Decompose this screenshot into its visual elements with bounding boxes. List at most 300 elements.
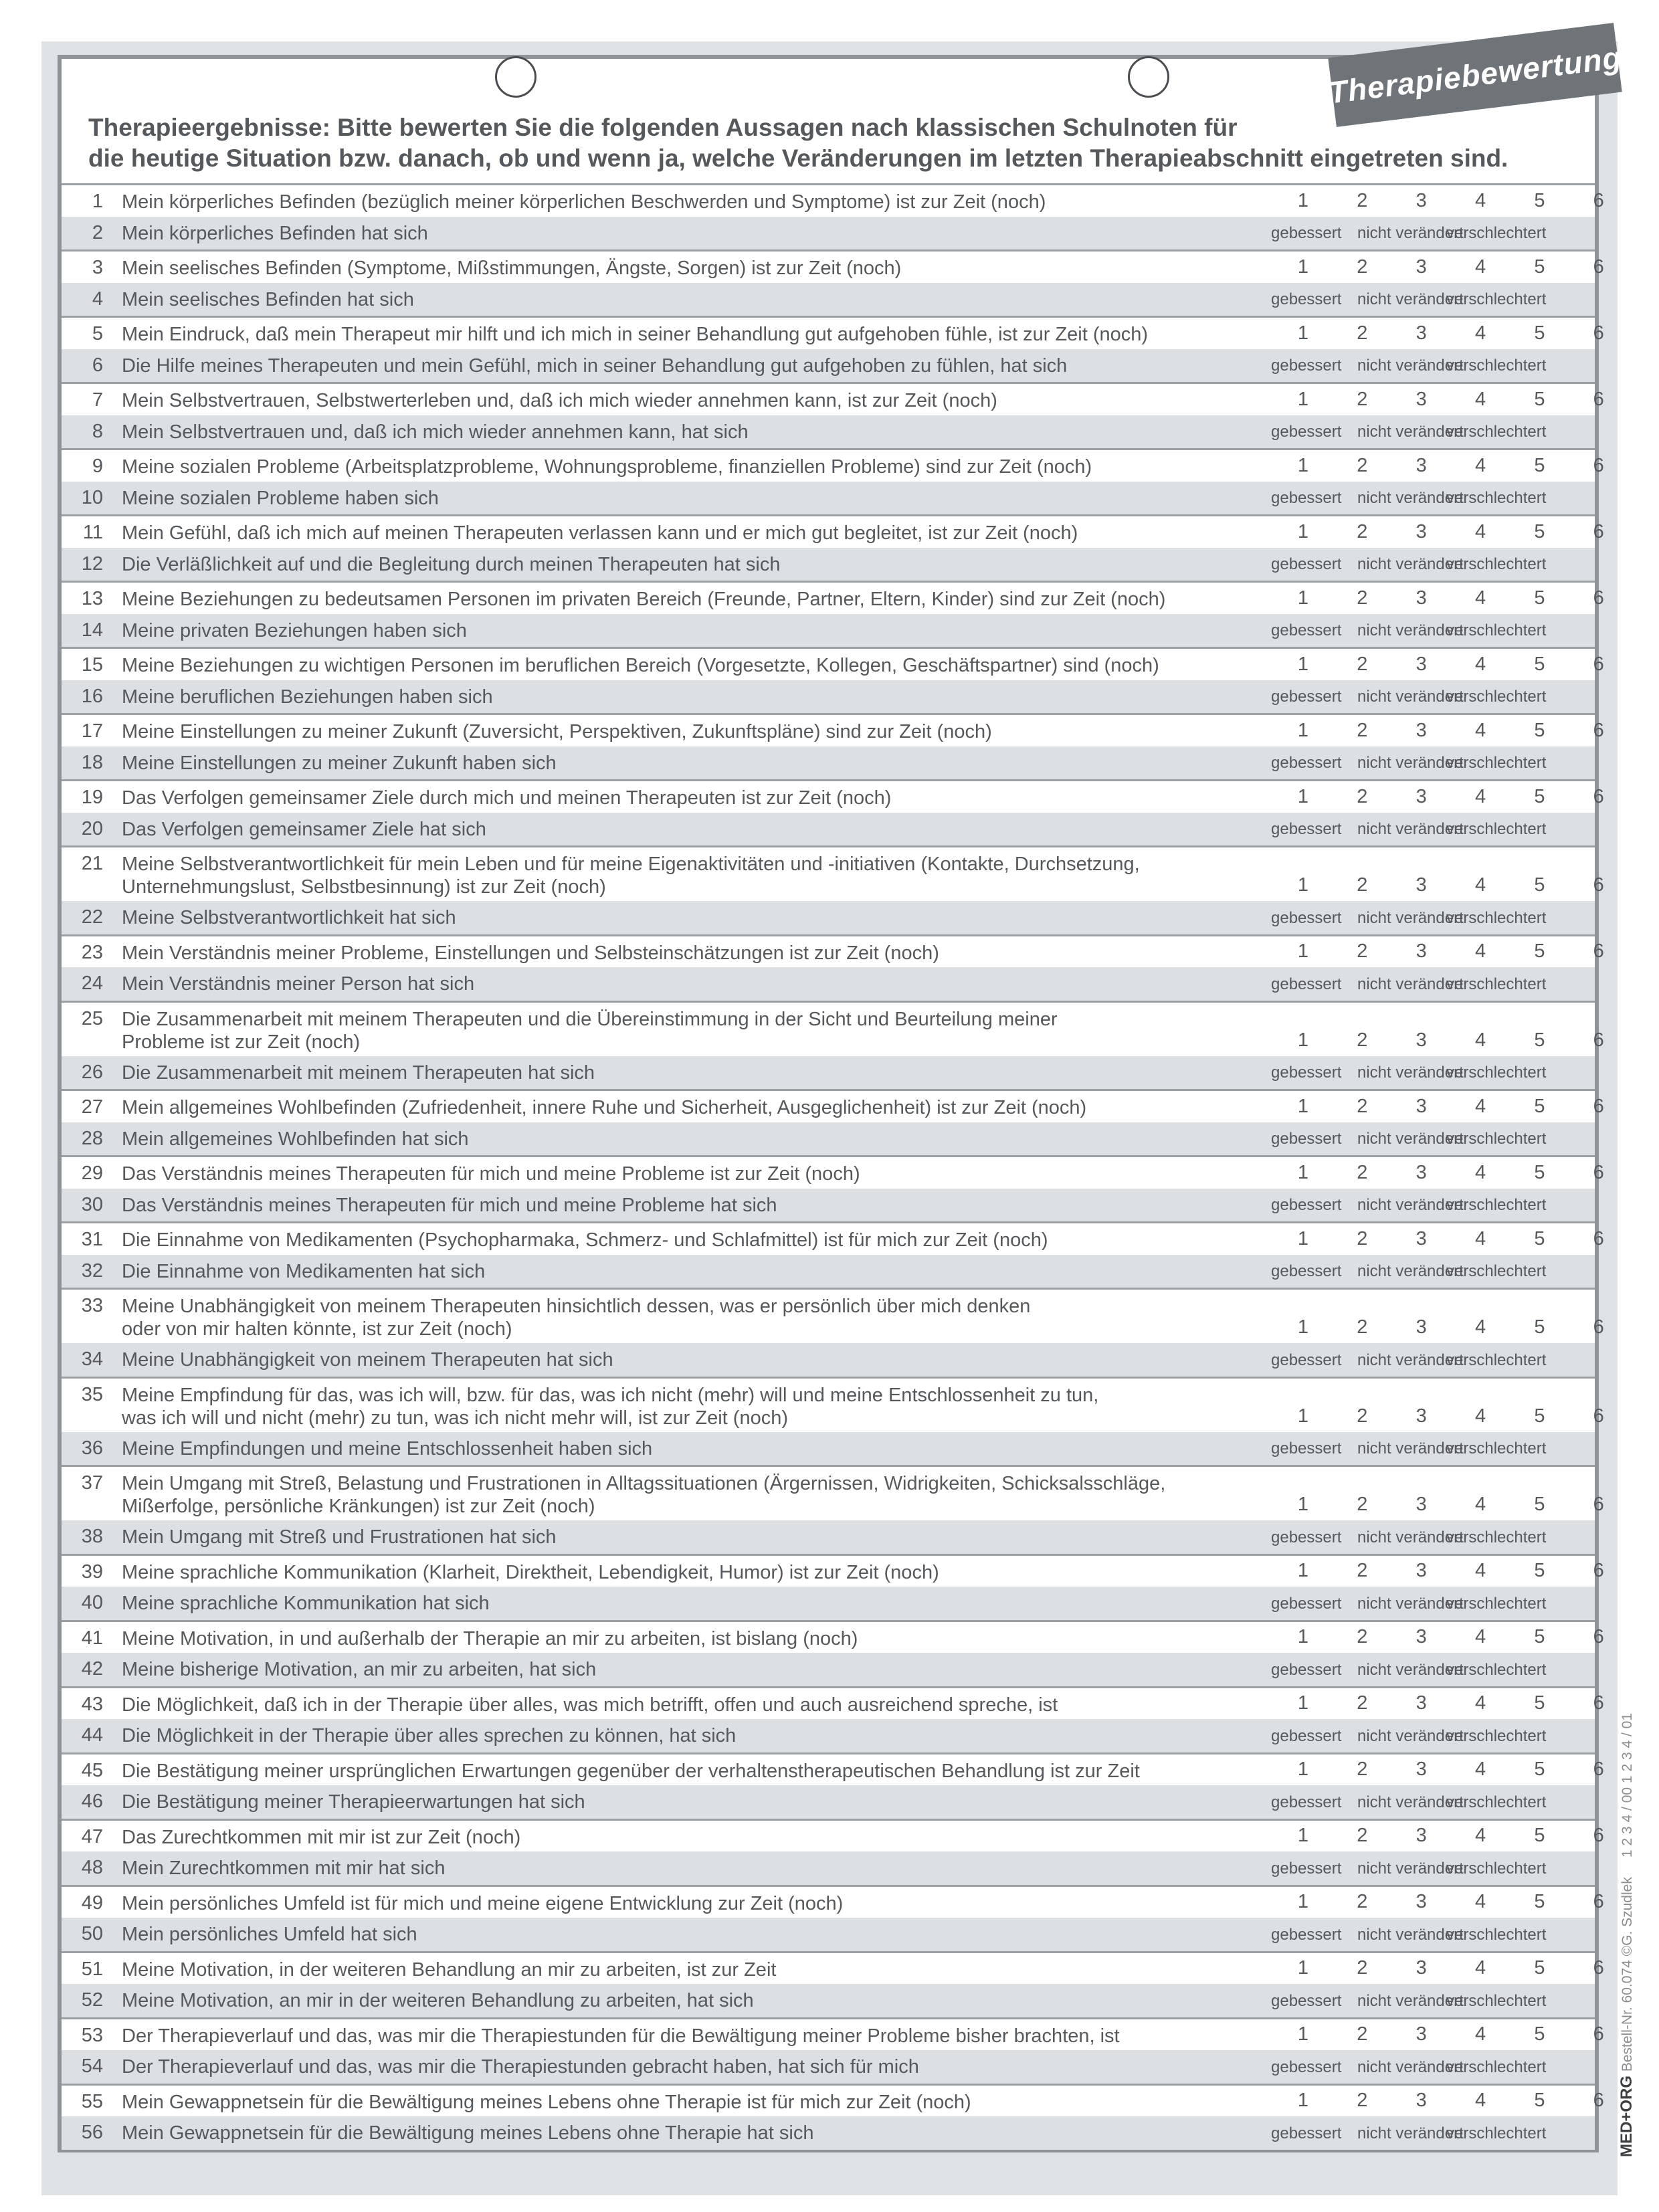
item-number: 26	[81, 1061, 103, 1083]
change-option[interactable]: nicht verändert	[1357, 1925, 1464, 1944]
grade-scale	[1283, 785, 1604, 809]
change-option[interactable]: gebessert	[1271, 555, 1342, 573]
grade-option[interactable]: 6	[1593, 2090, 1604, 2111]
grade-option[interactable]: 1	[1297, 1560, 1309, 1581]
change-option[interactable]: gebessert	[1271, 908, 1342, 927]
grade-option[interactable]: 6	[1593, 719, 1604, 741]
grade-option[interactable]: 2	[1357, 1405, 1368, 1427]
grade-option[interactable]: 5	[1534, 322, 1545, 344]
item-statement	[122, 1384, 1272, 1429]
change-option[interactable]: gebessert	[1271, 1660, 1342, 1679]
grade-option[interactable]: 5	[1534, 2023, 1545, 2045]
grade-option[interactable]: 3	[1416, 1891, 1427, 1912]
grade-option[interactable]: 1	[1297, 256, 1309, 278]
grade-option[interactable]: 4	[1474, 653, 1486, 675]
grade-option[interactable]: 4	[1474, 322, 1486, 344]
change-option[interactable]: verschlechtert	[1446, 1350, 1547, 1369]
grade-option[interactable]: 1	[1297, 454, 1309, 476]
grade-option[interactable]: 1	[1297, 719, 1309, 741]
grade-option[interactable]: 5	[1534, 1494, 1545, 1515]
change-option[interactable]: gebessert	[1271, 1130, 1342, 1148]
grade-option[interactable]: 4	[1474, 1161, 1486, 1183]
grade-option[interactable]: 5	[1534, 1957, 1545, 1979]
grade-option[interactable]: 4	[1474, 1560, 1486, 1581]
change-option[interactable]: gebessert	[1271, 1793, 1342, 1811]
grade-option[interactable]: 2	[1357, 1560, 1368, 1581]
change-option[interactable]: verschlechtert	[1446, 224, 1547, 242]
grade-option[interactable]: 4	[1474, 189, 1486, 211]
grade-option[interactable]: 3	[1416, 2090, 1427, 2111]
grade-option[interactable]: 2	[1357, 874, 1368, 896]
change-option[interactable]: nicht verändert	[1357, 908, 1464, 927]
title-banner: Therapiebewertung	[1328, 23, 1622, 127]
grade-option[interactable]: 1	[1297, 2023, 1309, 2045]
grade-scale	[1283, 1692, 1604, 1715]
statement-line: Das Verfolgen gemeinsamer Ziele hat sich	[122, 818, 486, 840]
grade-option[interactable]: 2	[1357, 1161, 1368, 1183]
grade-option[interactable]: 1	[1297, 1957, 1309, 1979]
grade-option[interactable]: 3	[1416, 520, 1427, 542]
item-row	[62, 1752, 1604, 1786]
change-option[interactable]: verschlechtert	[1446, 1439, 1547, 1457]
grade-option[interactable]: 2	[1357, 1891, 1368, 1912]
change-option[interactable]: gebessert	[1271, 754, 1342, 772]
grade-option[interactable]: 5	[1534, 520, 1545, 542]
change-option[interactable]: nicht verändert	[1357, 1262, 1464, 1280]
grade-option[interactable]: 6	[1593, 1029, 1604, 1051]
grade-option[interactable]: 5	[1534, 874, 1545, 896]
statement-line: Meine sprachliche Kommunikation (Klarheit, Direktheit, Lebendigkeit, Humor) ist zur Zeit (noch)	[122, 1561, 939, 1583]
grade-option[interactable]: 1	[1297, 1029, 1309, 1051]
change-option[interactable]: gebessert	[1271, 357, 1342, 375]
grade-option[interactable]: 3	[1416, 1029, 1427, 1051]
grade-option[interactable]: 1	[1297, 1494, 1309, 1515]
grade-option[interactable]: 5	[1534, 719, 1545, 741]
change-option[interactable]: nicht verändert	[1357, 357, 1464, 375]
change-option[interactable]: gebessert	[1271, 290, 1342, 308]
grade-option[interactable]: 3	[1416, 874, 1427, 896]
change-option[interactable]: gebessert	[1271, 1925, 1342, 1944]
statement-line: Das Verständnis meines Therapeuten für mich und meine Probleme hat sich	[122, 1194, 777, 1216]
grade-option[interactable]: 3	[1416, 1758, 1427, 1780]
change-scale	[1271, 1858, 1591, 1881]
change-option[interactable]: verschlechtert	[1446, 1726, 1547, 1745]
grade-option[interactable]: 5	[1534, 653, 1545, 675]
grade-option[interactable]: 3	[1416, 719, 1427, 741]
change-option[interactable]: nicht verändert	[1357, 290, 1464, 308]
change-option[interactable]: nicht verändert	[1357, 224, 1464, 242]
grade-option[interactable]: 1	[1297, 1316, 1309, 1338]
grade-option[interactable]: 4	[1474, 940, 1486, 962]
change-option[interactable]: nicht verändert	[1357, 1130, 1464, 1148]
change-scale	[1271, 421, 1591, 444]
grade-option[interactable]: 5	[1534, 1405, 1545, 1427]
item-row	[62, 1719, 1595, 1752]
grade-option[interactable]: 4	[1474, 1227, 1486, 1249]
change-option[interactable]: verschlechtert	[1446, 2057, 1547, 2076]
grade-option[interactable]: 2	[1357, 1316, 1368, 1338]
item-statement	[122, 787, 1272, 809]
change-option[interactable]: nicht verändert	[1357, 423, 1464, 441]
change-option[interactable]: verschlechtert	[1446, 908, 1547, 927]
change-option[interactable]: gebessert	[1271, 1594, 1342, 1613]
grade-option[interactable]: 6	[1593, 454, 1604, 476]
grade-option[interactable]: 3	[1416, 785, 1427, 807]
change-option[interactable]: verschlechtert	[1446, 423, 1547, 441]
grade-option[interactable]: 2	[1357, 322, 1368, 344]
grade-option[interactable]: 2	[1357, 1692, 1368, 1714]
grade-option[interactable]: 1	[1297, 388, 1309, 410]
change-option[interactable]: verschlechtert	[1446, 1793, 1547, 1811]
grade-option[interactable]: 2	[1357, 587, 1368, 609]
grade-option[interactable]: 6	[1593, 322, 1604, 344]
change-option[interactable]: nicht verändert	[1357, 1660, 1464, 1679]
change-option[interactable]: verschlechtert	[1446, 975, 1547, 993]
item-number: 6	[92, 354, 103, 376]
grade-option[interactable]: 4	[1474, 587, 1486, 609]
grade-option[interactable]: 6	[1593, 1825, 1604, 1846]
grade-option[interactable]: 6	[1593, 520, 1604, 542]
grade-option[interactable]: 4	[1474, 1891, 1486, 1912]
grade-option[interactable]: 6	[1593, 653, 1604, 675]
grade-option[interactable]: 4	[1474, 874, 1486, 896]
grade-option[interactable]: 6	[1593, 2023, 1604, 2045]
change-option[interactable]: gebessert	[1271, 1350, 1342, 1369]
change-option[interactable]: gebessert	[1271, 621, 1342, 639]
change-option[interactable]: nicht verändert	[1357, 621, 1464, 639]
change-scale	[1271, 1438, 1591, 1461]
change-option[interactable]: nicht verändert	[1357, 2124, 1464, 2142]
change-option[interactable]: gebessert	[1271, 1528, 1342, 1546]
grade-option[interactable]: 1	[1297, 1626, 1309, 1647]
grade-option[interactable]: 2	[1357, 1227, 1368, 1249]
change-option[interactable]: verschlechtert	[1446, 688, 1547, 706]
grade-option[interactable]: 1	[1297, 520, 1309, 542]
grade-option[interactable]: 5	[1534, 785, 1545, 807]
grade-option[interactable]: 3	[1416, 653, 1427, 675]
grade-option[interactable]: 1	[1297, 1758, 1309, 1780]
grade-option[interactable]: 1	[1297, 189, 1309, 211]
change-scale	[1271, 355, 1591, 378]
grade-option[interactable]: 2	[1357, 653, 1368, 675]
grade-option[interactable]: 1	[1297, 1825, 1309, 1846]
grade-option[interactable]: 3	[1416, 1692, 1427, 1714]
items-table	[62, 183, 1604, 2150]
change-option[interactable]: gebessert	[1271, 423, 1342, 441]
statement-line-2: was ich will und nicht (mehr) zu tun, was ich nicht mehr will, ist zur Zeit (noch)	[122, 1407, 788, 1429]
grade-option[interactable]: 2	[1357, 1029, 1368, 1051]
change-option[interactable]: gebessert	[1271, 2124, 1342, 2142]
change-option[interactable]: verschlechtert	[1446, 621, 1547, 639]
grade-option[interactable]: 2	[1357, 454, 1368, 476]
grade-option[interactable]: 2	[1357, 785, 1368, 807]
grade-option[interactable]: 1	[1297, 785, 1309, 807]
grade-option[interactable]: 3	[1416, 2023, 1427, 2045]
grade-option[interactable]: 3	[1416, 587, 1427, 609]
item-number: 47	[81, 1825, 103, 1847]
grade-option[interactable]: 3	[1416, 454, 1427, 476]
grade-scale	[1283, 1227, 1604, 1251]
grade-option[interactable]: 6	[1593, 1316, 1604, 1338]
grade-option[interactable]: 6	[1593, 874, 1604, 896]
grade-option[interactable]: 4	[1474, 1758, 1486, 1780]
change-option[interactable]: verschlechtert	[1446, 754, 1547, 772]
grade-option[interactable]: 4	[1474, 520, 1486, 542]
item-row	[62, 2116, 1595, 2150]
change-option[interactable]: nicht verändert	[1357, 489, 1464, 507]
change-option[interactable]: nicht verändert	[1357, 688, 1464, 706]
punch-hole-left	[495, 56, 536, 98]
grade-option[interactable]: 4	[1474, 719, 1486, 741]
change-option[interactable]: nicht verändert	[1357, 1859, 1464, 1878]
grade-option[interactable]: 6	[1593, 1161, 1604, 1183]
grade-option[interactable]: 5	[1534, 1692, 1545, 1714]
grade-option[interactable]: 3	[1416, 322, 1427, 344]
change-scale	[1271, 620, 1591, 643]
change-option[interactable]: nicht verändert	[1357, 1594, 1464, 1613]
grade-option[interactable]: 3	[1416, 1825, 1427, 1846]
grade-option[interactable]: 4	[1474, 454, 1486, 476]
item-number: 49	[81, 1892, 103, 1914]
change-scale	[1271, 1593, 1591, 1616]
grade-option[interactable]: 5	[1534, 1161, 1545, 1183]
item-number: 40	[81, 1592, 103, 1613]
grade-option[interactable]: 4	[1474, 2023, 1486, 2045]
grade-option[interactable]: 4	[1474, 256, 1486, 278]
change-option[interactable]: verschlechtert	[1446, 1262, 1547, 1280]
grade-option[interactable]: 1	[1297, 653, 1309, 675]
item-number: 46	[81, 1791, 103, 1812]
grade-option[interactable]: 2	[1357, 189, 1368, 211]
change-option[interactable]: verschlechtert	[1446, 820, 1547, 838]
grade-option[interactable]: 5	[1534, 1316, 1545, 1338]
grade-option[interactable]: 1	[1297, 1692, 1309, 1714]
item-statement	[122, 1437, 1272, 1460]
item-number: 28	[81, 1127, 103, 1149]
grade-option[interactable]: 3	[1416, 1626, 1427, 1647]
grade-option[interactable]: 2	[1357, 2023, 1368, 2045]
grade-option[interactable]: 2	[1357, 256, 1368, 278]
change-option[interactable]: gebessert	[1271, 1064, 1342, 1082]
grade-option[interactable]: 2	[1357, 1825, 1368, 1846]
grade-option[interactable]: 4	[1474, 785, 1486, 807]
grade-option[interactable]: 3	[1416, 1316, 1427, 1338]
grade-option[interactable]: 5	[1534, 256, 1545, 278]
change-option[interactable]: nicht verändert	[1357, 1991, 1464, 2010]
grade-option[interactable]: 5	[1534, 1758, 1545, 1780]
change-option[interactable]: verschlechtert	[1446, 357, 1547, 375]
grade-option[interactable]: 6	[1593, 256, 1604, 278]
grade-option[interactable]: 5	[1534, 1227, 1545, 1249]
grade-option[interactable]: 2	[1357, 940, 1368, 962]
change-option[interactable]: gebessert	[1271, 224, 1342, 242]
change-option[interactable]: verschlechtert	[1446, 1660, 1547, 1679]
change-option[interactable]: nicht verändert	[1357, 1793, 1464, 1811]
grade-option[interactable]: 5	[1534, 454, 1545, 476]
change-option[interactable]: verschlechtert	[1446, 1859, 1547, 1878]
grade-option[interactable]: 4	[1474, 1405, 1486, 1427]
change-option[interactable]: nicht verändert	[1357, 555, 1464, 573]
change-scale	[1271, 1062, 1591, 1085]
change-option[interactable]: gebessert	[1271, 688, 1342, 706]
grade-option[interactable]: 6	[1593, 1957, 1604, 1979]
grade-option[interactable]: 2	[1357, 1095, 1368, 1117]
grade-option[interactable]: 3	[1416, 189, 1427, 211]
grade-option[interactable]: 1	[1297, 1405, 1309, 1427]
grade-option[interactable]: 1	[1297, 940, 1309, 962]
change-option[interactable]: nicht verändert	[1357, 1196, 1464, 1214]
change-option[interactable]: gebessert	[1271, 1262, 1342, 1280]
grade-option[interactable]: 4	[1474, 1626, 1486, 1647]
grade-option[interactable]: 5	[1534, 1825, 1545, 1846]
grade-option[interactable]: 3	[1416, 1957, 1427, 1979]
change-option[interactable]: verschlechtert	[1446, 1196, 1547, 1214]
item-statement	[122, 553, 1272, 576]
change-option[interactable]: nicht verändert	[1357, 1439, 1464, 1457]
grade-option[interactable]: 1	[1297, 587, 1309, 609]
instructions-heading	[88, 112, 1527, 174]
grade-option[interactable]: 2	[1357, 2090, 1368, 2111]
grade-option[interactable]: 1	[1297, 874, 1309, 896]
change-option[interactable]: verschlechtert	[1446, 1594, 1547, 1613]
change-option[interactable]: verschlechtert	[1446, 555, 1547, 573]
grade-option[interactable]: 5	[1534, 2090, 1545, 2111]
grade-option[interactable]: 6	[1593, 388, 1604, 410]
grade-option[interactable]: 2	[1357, 388, 1368, 410]
grade-option[interactable]: 6	[1593, 1095, 1604, 1117]
grade-option[interactable]: 4	[1474, 388, 1486, 410]
grade-option[interactable]: 5	[1534, 1095, 1545, 1117]
grade-option[interactable]: 6	[1593, 587, 1604, 609]
item-number: 42	[81, 1658, 103, 1680]
grade-option[interactable]: 1	[1297, 2090, 1309, 2111]
grade-option[interactable]: 2	[1357, 1626, 1368, 1647]
grade-option[interactable]: 3	[1416, 1560, 1427, 1581]
change-option[interactable]: verschlechtert	[1446, 1925, 1547, 1944]
grade-option[interactable]: 4	[1474, 1316, 1486, 1338]
change-option[interactable]: verschlechtert	[1446, 290, 1547, 308]
item-row	[62, 183, 1604, 217]
change-option[interactable]: nicht verändert	[1357, 820, 1464, 838]
grade-option[interactable]: 5	[1534, 1626, 1545, 1647]
grade-option[interactable]: 4	[1474, 1029, 1486, 1051]
item-row	[62, 845, 1604, 901]
statement-line: Mein Eindruck, daß mein Therapeut mir hilft und ich mich in seiner Behandlung gut aufgehoben fühle, ist zur Zeit (noch)	[122, 324, 1149, 345]
change-option[interactable]: gebessert	[1271, 2057, 1342, 2076]
item-statement	[122, 222, 1272, 245]
grade-option[interactable]: 5	[1534, 587, 1545, 609]
item-number: 29	[81, 1163, 103, 1184]
change-option[interactable]: nicht verändert	[1357, 1726, 1464, 1745]
statement-line: Die Hilfe meines Therapeuten und mein Gefühl, mich in seiner Behandlung gut aufgehoben zu fühlen, hat sich	[122, 355, 1068, 377]
grade-option[interactable]: 3	[1416, 940, 1427, 962]
change-option[interactable]: verschlechtert	[1446, 2124, 1547, 2142]
grade-option[interactable]: 3	[1416, 388, 1427, 410]
change-option[interactable]: nicht verändert	[1357, 975, 1464, 993]
change-option[interactable]: verschlechtert	[1446, 489, 1547, 507]
grade-option[interactable]: 4	[1474, 2090, 1486, 2111]
grade-option[interactable]: 6	[1593, 1758, 1604, 1780]
item-row	[62, 1465, 1604, 1520]
grade-option[interactable]: 1	[1297, 1227, 1309, 1249]
grade-option[interactable]: 4	[1474, 1957, 1486, 1979]
grade-option[interactable]: 3	[1416, 256, 1427, 278]
grade-option[interactable]: 6	[1593, 1494, 1604, 1515]
change-option[interactable]: gebessert	[1271, 1726, 1342, 1745]
change-option[interactable]: verschlechtert	[1446, 1991, 1547, 2010]
change-scale	[1271, 1261, 1591, 1284]
change-option[interactable]: nicht verändert	[1357, 1064, 1464, 1082]
item-row	[62, 514, 1604, 548]
grade-option[interactable]: 3	[1416, 1405, 1427, 1427]
change-option[interactable]: gebessert	[1271, 820, 1342, 838]
grade-option[interactable]: 5	[1534, 388, 1545, 410]
grade-option[interactable]: 2	[1357, 1758, 1368, 1780]
item-statement	[122, 191, 1272, 213]
change-option[interactable]: nicht verändert	[1357, 1528, 1464, 1546]
grade-option[interactable]: 4	[1474, 1494, 1486, 1515]
change-option[interactable]: verschlechtert	[1446, 1130, 1547, 1148]
grade-option[interactable]: 3	[1416, 1494, 1427, 1515]
change-option[interactable]: gebessert	[1271, 1859, 1342, 1878]
grade-scale	[1283, 1161, 1604, 1185]
item-number: 13	[81, 588, 103, 609]
grade-option[interactable]: 2	[1357, 719, 1368, 741]
grade-option[interactable]: 4	[1474, 1095, 1486, 1117]
change-option[interactable]: nicht verändert	[1357, 2057, 1464, 2076]
grade-option[interactable]: 5	[1534, 1560, 1545, 1581]
change-option[interactable]: nicht verändert	[1357, 1350, 1464, 1369]
grade-option[interactable]: 3	[1416, 1095, 1427, 1117]
change-option[interactable]: gebessert	[1271, 489, 1342, 507]
grade-option[interactable]: 2	[1357, 1494, 1368, 1515]
statement-line: Mein körperliches Befinden (bezüglich meiner körperlichen Beschwerden und Symptome) ist zur Zeit (noch)	[122, 191, 1046, 213]
grade-option[interactable]: 1	[1297, 1095, 1309, 1117]
change-option[interactable]: gebessert	[1271, 1439, 1342, 1457]
grade-option[interactable]: 5	[1534, 189, 1545, 211]
grade-option[interactable]: 6	[1593, 1560, 1604, 1581]
grade-option[interactable]: 6	[1593, 785, 1604, 807]
grade-option[interactable]: 1	[1297, 322, 1309, 344]
grade-option[interactable]: 4	[1474, 1692, 1486, 1714]
change-option[interactable]: gebessert	[1271, 1991, 1342, 2010]
grade-option[interactable]: 6	[1593, 1891, 1604, 1912]
grade-option[interactable]: 2	[1357, 520, 1368, 542]
grade-option[interactable]: 6	[1593, 189, 1604, 211]
grade-option[interactable]: 5	[1534, 940, 1545, 962]
grade-option[interactable]: 6	[1593, 1405, 1604, 1427]
grade-option[interactable]: 6	[1593, 1227, 1604, 1249]
grade-option[interactable]: 6	[1593, 1692, 1604, 1714]
grade-option[interactable]: 1	[1297, 1891, 1309, 1912]
change-option[interactable]: gebessert	[1271, 1196, 1342, 1214]
grade-option[interactable]: 1	[1297, 1161, 1309, 1183]
grade-option[interactable]: 4	[1474, 1825, 1486, 1846]
change-option[interactable]: gebessert	[1271, 975, 1342, 993]
grade-option[interactable]: 5	[1534, 1029, 1545, 1051]
grade-option[interactable]: 3	[1416, 1161, 1427, 1183]
change-option[interactable]: verschlechtert	[1446, 1528, 1547, 1546]
grade-option[interactable]: 6	[1593, 940, 1604, 962]
change-scale	[1271, 2057, 1591, 2080]
change-option[interactable]: verschlechtert	[1446, 1064, 1547, 1082]
item-statement	[122, 1592, 1272, 1615]
grade-option[interactable]: 3	[1416, 1227, 1427, 1249]
grade-option[interactable]: 2	[1357, 1957, 1368, 1979]
grade-option[interactable]: 5	[1534, 1891, 1545, 1912]
change-option[interactable]: nicht verändert	[1357, 754, 1464, 772]
grade-option[interactable]: 6	[1593, 1626, 1604, 1647]
